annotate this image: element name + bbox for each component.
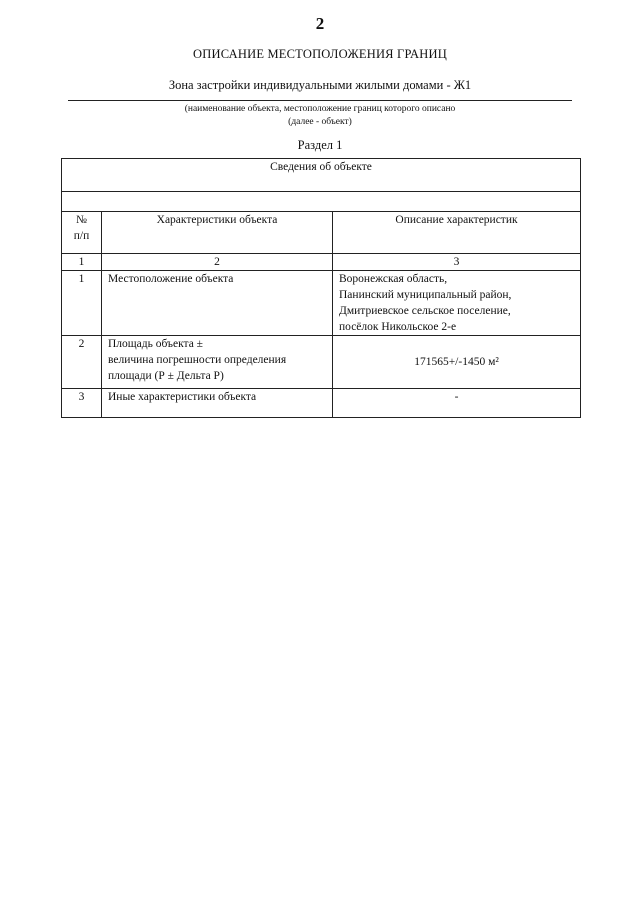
row-characteristic <box>102 271 333 336</box>
row-number: 3 <box>62 389 102 418</box>
table-title: Сведения об объекте <box>62 159 581 192</box>
table-row <box>62 271 581 336</box>
column-number: 3 <box>333 254 581 271</box>
row-description <box>333 336 581 389</box>
row-number: 2 <box>62 336 102 389</box>
header-description: Описание характеристик <box>333 212 581 254</box>
header-characteristics: Характеристики объекта <box>102 212 333 254</box>
table-row <box>62 336 581 389</box>
description-line: - <box>454 391 459 403</box>
characteristic-line: площади (Р ± Дельта Р) <box>108 370 224 382</box>
description-line: Панинский муниципальный район, <box>339 289 512 301</box>
column-number: 1 <box>62 254 102 271</box>
table-header-row <box>62 212 581 254</box>
table-spacer-row <box>62 192 581 212</box>
row-description <box>333 389 581 418</box>
row-number: 1 <box>62 271 102 336</box>
column-numbers-row <box>62 254 581 271</box>
table-spacer-cell <box>62 192 581 212</box>
zone-name: Зона застройки индивидуальными жилыми домами - Ж1 <box>168 78 472 92</box>
section-label: Раздел 1 <box>297 138 343 152</box>
header-number <box>62 212 102 254</box>
row-characteristic <box>102 389 333 418</box>
characteristic-line: Площадь объекта ± <box>108 338 203 350</box>
zone-name-underline <box>68 100 572 101</box>
header-number-line-1: № <box>76 214 87 226</box>
description-line: посёлок Никольское 2-е <box>339 321 457 333</box>
characteristic-line: Местоположение объекта <box>108 273 234 285</box>
document-title: ОПИСАНИЕ МЕСТОПОЛОЖЕНИЯ ГРАНИЦ <box>193 47 447 61</box>
column-number: 2 <box>102 254 333 271</box>
characteristic-line: Иные характеристики объекта <box>108 391 257 403</box>
hint-line-1: (наименование объекта, местоположение границ которого описано <box>184 104 456 114</box>
description-line: Воронежская область, <box>339 273 448 285</box>
object-info-table <box>61 158 581 418</box>
description-line: 171565+/-1450 м² <box>414 356 499 368</box>
page-number: 2 <box>315 14 325 33</box>
zone-name-hint <box>0 103 640 129</box>
table-row <box>62 389 581 418</box>
row-characteristic <box>102 336 333 389</box>
characteristic-line: величина погрешности определения <box>108 354 287 366</box>
hint-line-2: (далее - объект) <box>288 117 352 127</box>
table-title-row <box>62 159 581 192</box>
header-number-line-2: п/п <box>73 230 90 242</box>
description-line: Дмитриевское сельское поселение, <box>339 305 511 317</box>
row-description <box>333 271 581 336</box>
